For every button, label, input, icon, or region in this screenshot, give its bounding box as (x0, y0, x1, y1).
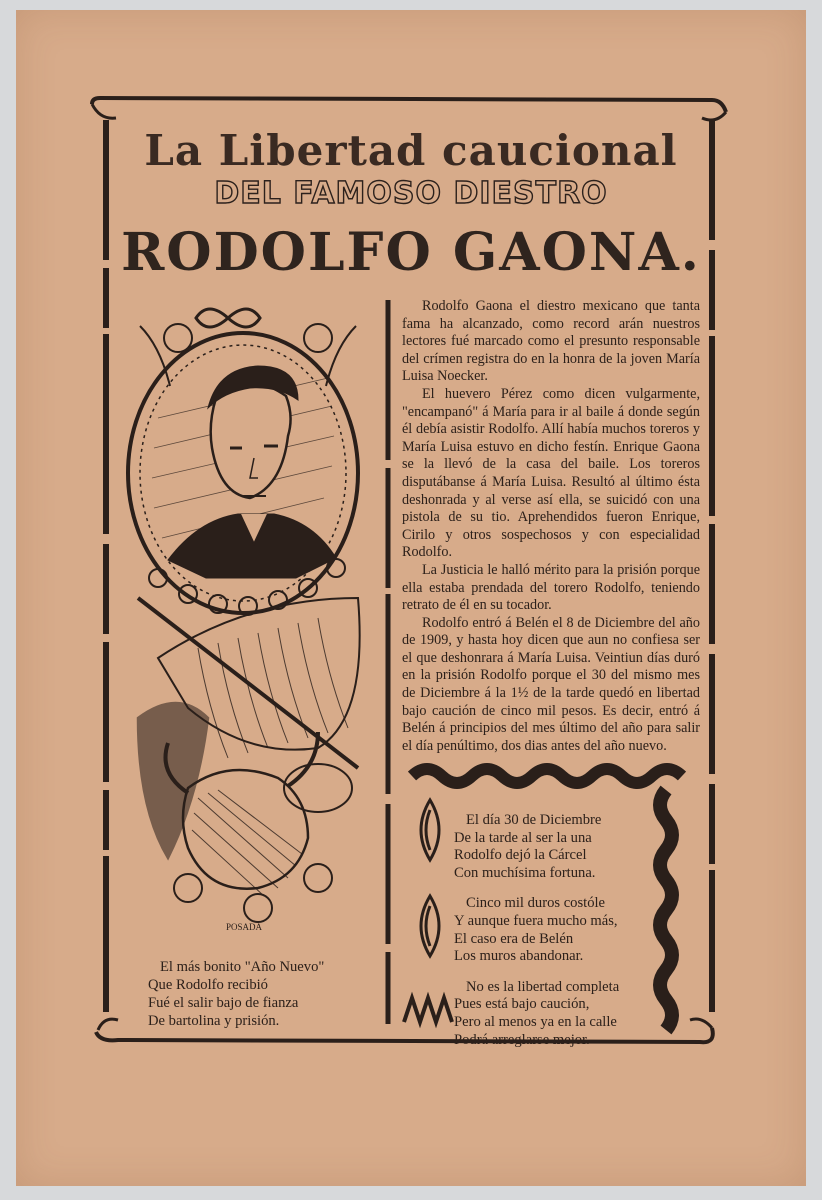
verse-stanza (454, 812, 654, 882)
verse-line: El más bonito "Año Nuevo" (160, 959, 325, 975)
verse-stanza (454, 979, 654, 1049)
verse-left (148, 958, 378, 1030)
verse-line: El caso era de Belén (454, 930, 574, 947)
verse-line: Rodolfo dejó la Cárcel (454, 847, 587, 864)
verse-right (454, 812, 654, 1062)
verse-line: Podrá arreglarse mejor. (454, 1031, 590, 1048)
article-body (402, 298, 700, 755)
article-paragraph: El huevero Pérez como dicen vulgarmente, "encampanó" á María para ir al baile á donde según él debía asistir Rodolfo. Allí había muchos toreros y María Luisa estuvo en dicho festín. Enrique Gaona se la llevó de la casa del baile. Los toreros disputábanse á María Luisa. Resultó al último ésta deshonrada y al verse así ella, se suicidó con una pistola de su tio. Aprehendidos fueron Enrique, Cirilo y otros sospechosos y con especialidad Rodolfo. (402, 385, 700, 561)
verse-line: De bartolina y prisión. (148, 1013, 280, 1029)
verse-line: Y aunque fuera mucho más, (454, 912, 618, 929)
verse-stanza (454, 895, 654, 965)
verse-line: No es la libertad completa (466, 978, 620, 995)
wave-ornament-right (660, 790, 672, 1030)
verse-line: Pero al menos ya en la calle (454, 1013, 617, 1030)
verse-line: Pues está bajo caución, (454, 996, 590, 1013)
verse-line: El día 30 de Diciembre (466, 812, 602, 828)
article-paragraph: La Justicia le halló mérito para la prisión porque ella estaba prendada del torero Rodolfo, teniendo retrato de él en su tocador. (402, 561, 700, 614)
headline-line-3: RODOLFO GAONA. (121, 222, 701, 283)
headline-line-1: La Libertad caucional (144, 126, 678, 175)
article-paragraph: Rodolfo entró á Belén el 8 de Diciembre del año de 1909, y hasta hoy dicen que aun no confiesa ser el que deshonrara á María Luisa. Veintiun días duró en la prisión Rodolfo porque el 30 del mismo mes de Diciembre á la 1½ de la tarde quedó en libertad bajo caución de cinco mil pesos. Es decir, entró á Belén á principios del mes último del año para salir el día penúltimo, dos dias antes del año nuevo. (402, 614, 700, 754)
verse-line: De la tarde al ser la una (454, 829, 592, 846)
verse-line: Con muchísima fortuna. (454, 864, 596, 881)
headline-line-2: DEL FAMOSO DIESTRO (214, 176, 608, 211)
verse-line: Los muros abandonar. (454, 948, 584, 965)
article-paragraph: Rodolfo Gaona el diestro mexicano que tanta fama ha alcanzado, como record arán nuestros lectores fué marcado como el presunto responsable del crímen registra do en la honra de la joven María Luisa Noecker. (402, 298, 700, 385)
wave-ornament-top (412, 769, 682, 783)
verse-line: Fué el salir bajo de fianza (148, 995, 299, 1011)
bullfighter-portrait-woodcut (118, 298, 378, 948)
verse-line: Cinco mil duros costóle (466, 895, 606, 912)
artist-signature: POSADA (226, 922, 263, 932)
verse-line: Que Rodolfo recibió (148, 977, 268, 993)
